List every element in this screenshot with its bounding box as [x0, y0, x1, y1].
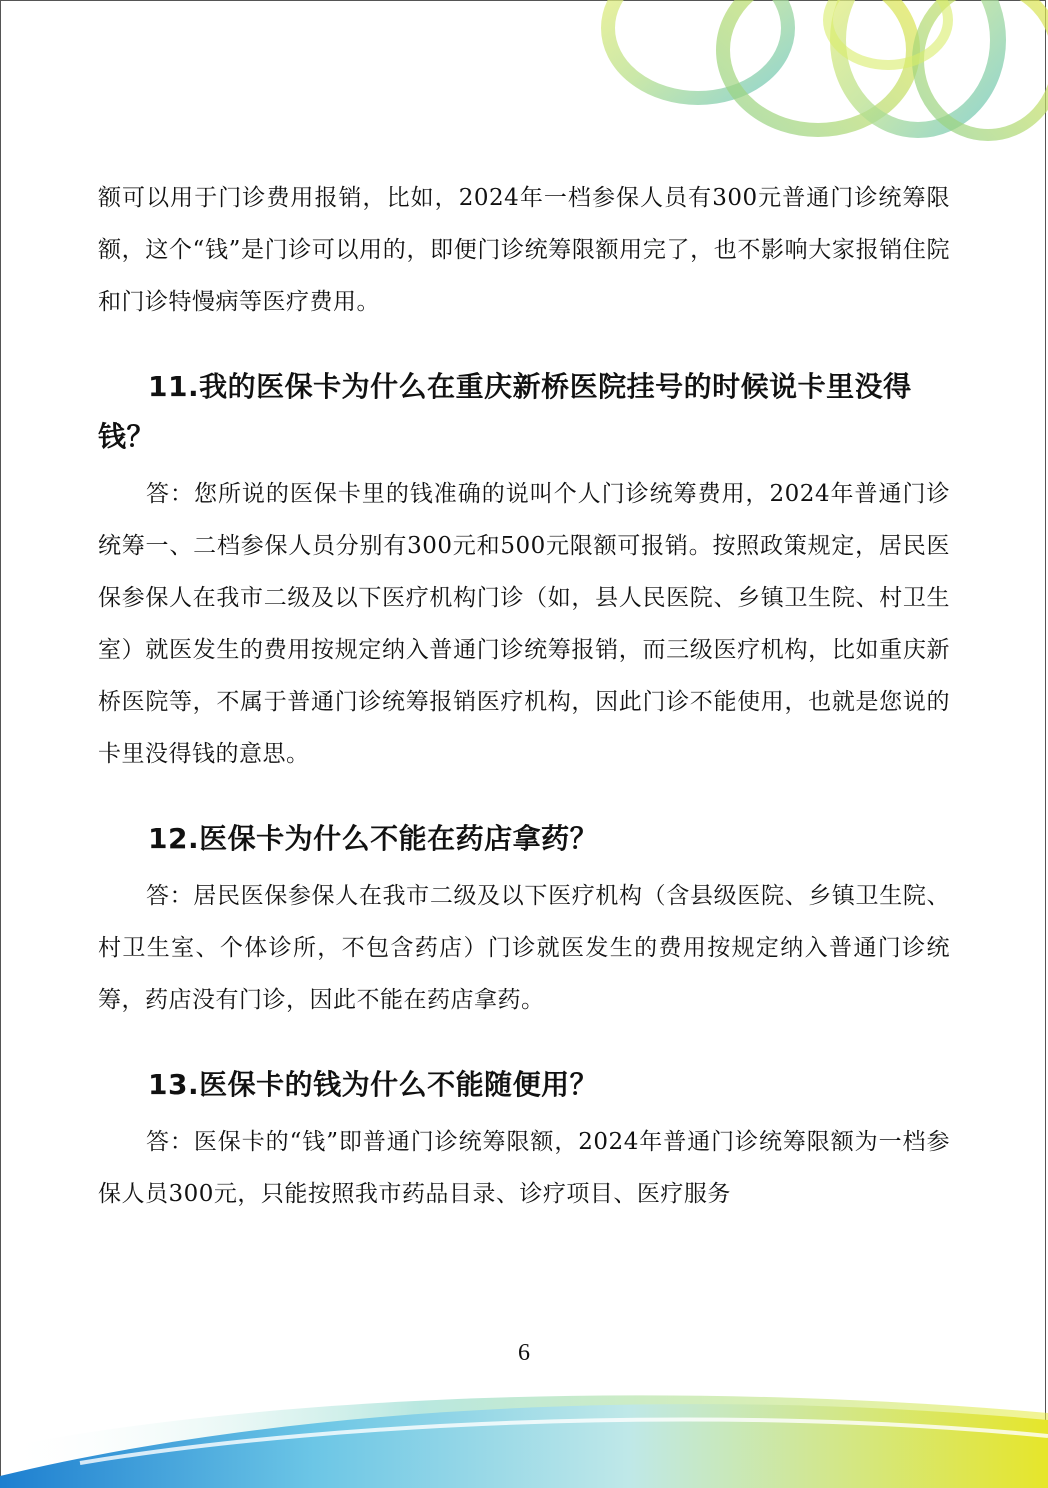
answer-paragraph: 答：您所说的医保卡里的钱准确的说叫个人门诊统筹费用，2024年普通门诊统筹一、二档参保人员分别有300元和500元限额可报销。按照政策规定，居民医保参保人在我市二级及以下医疗机构门诊（如，县人民医院、乡镇卫生院、村卫生室）就医发生的费用按规定纳入普通门诊统筹报销，而三级医疗机构，比如重庆新桥医院等，不属于普通门诊统筹报销医疗机构，因此门诊不能使用，也就是您说的卡里没得钱的意思。	[98, 481, 950, 767]
page-number: 6	[518, 1340, 530, 1366]
answer-paragraph: 答：居民医保参保人在我市二级及以下医疗机构（含县级医院、乡镇卫生院、村卫生室、个体诊所，不包含药店）门诊就医发生的费用按规定纳入普通门诊统筹，药店没有门诊，因此不能在药店拿药。	[98, 883, 950, 1013]
question-heading: 13.医保卡的钱为什么不能随便用？	[148, 1068, 599, 1101]
wave-decoration-bottom	[0, 1358, 1048, 1488]
section-q12	[98, 814, 950, 1026]
ribbon-decoration-top	[588, 0, 1048, 150]
question-heading: 12.医保卡为什么不能在药店拿药？	[148, 822, 599, 855]
section-q13	[98, 1060, 950, 1220]
section-q11	[98, 362, 950, 780]
page-content	[98, 172, 950, 1220]
question-heading: 11.我的医保卡为什么在重庆新桥医院挂号的时候说卡里没得钱？	[98, 370, 912, 453]
intro-paragraph: 额可以用于门诊费用报销，比如，2024年一档参保人员有300元普通门诊统筹限额，这个“钱”是门诊可以用的，即便门诊统筹限额用完了，也不影响大家报销住院和门诊特慢病等医疗费用。	[98, 185, 950, 315]
answer-paragraph: 答：医保卡的“钱”即普通门诊统筹限额，2024年普通门诊统筹限额为一档参保人员300元，只能按照我市药品目录、诊疗项目、医疗服务	[98, 1129, 950, 1207]
